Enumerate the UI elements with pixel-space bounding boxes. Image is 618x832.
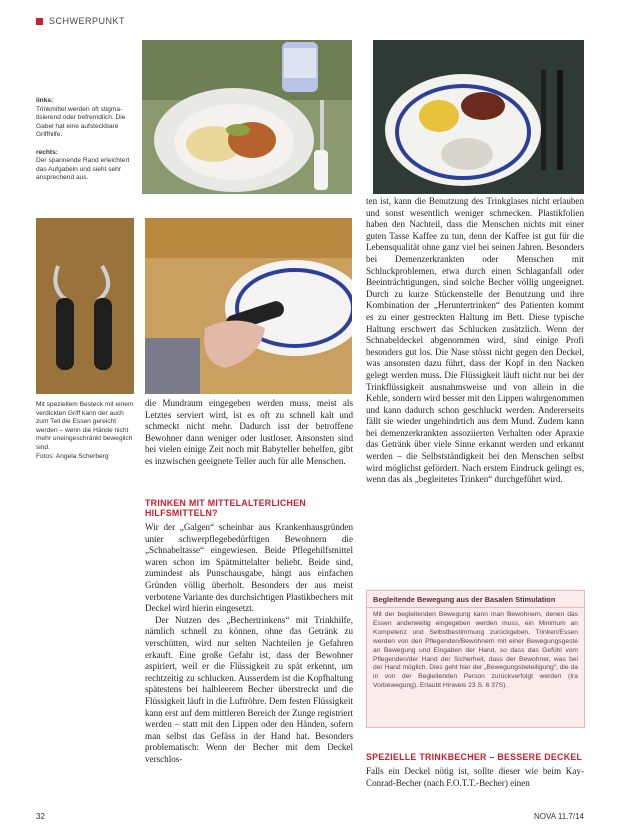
caption-left-text: Trinkmittel werden oft stigma-tisierend oder befremdlich. Die Gabel hat eine aufsteckbare Griffhilfe. [36,105,126,139]
photo-cutlery-grips [36,218,134,394]
section-trinken-heading: TRINKEN MIT MITTELALTERLICHEN HILFSMITTELN? [145,498,306,518]
section-trinken [145,498,353,518]
caption-label-right: rechts: [36,148,58,156]
caption-label-left: links: [36,97,54,104]
section-marker-icon [36,18,43,25]
middle-paragraph: die Mundraum eingegeben werden muss, meist als Letztes serviert wird, ist es oft zu schnell kalt und schmeckt nicht mehr. Dadurch isst der betroffene Bewohner dann weniger oder lustloser. Ansonsten sind bei vielen einige Zeit noch mit Babyteller behelfen, gibt es inzwischen geeignete Teller auch für alle Menschen. [145,398,353,466]
caption-top [36,97,136,183]
info-box-title: Begleitende Bewegung aus der Basalen Stimulation [367,591,584,608]
caption-cutlery-text: Mit speziellem Besteck mit einem verdickten Griff kann der auch zum Teil die Essen gereicht werden – wenn die Hände nicht mehr uneingeschränkt beweglich sind. [36,401,134,451]
info-box-body: Mit der begleitenden Bewegung kann man Bewohnern, denen das Essen anderweitig eingegeben werden muss, ein Minimum an Kompetenz und Selbstbestimmung zurückgeben. Trinken/Essen werden von den Pflegenden/Bewohnern mit einer Bewegungsgeste an Bewegung und Eingaben der Hand, so dass das Gefühl vom Pflegenden/der Hand der Sicherheit, dass der Bewohner, was bei der Hand möglich. Dies geht hier der „Bewegungsbeteiligung“, die da in von der Begleitenden Person zurückverfolgt werden (Ira Vorbewegung). Erlaubt Hinweis 23 S. 6 37S). [373,611,578,690]
caption-mid [36,401,136,461]
page-number: 32 [36,812,45,821]
journal-issue: NOVA 11.7/14 [534,812,584,821]
middle-column-text [145,398,353,492]
section-header [36,14,125,28]
section-trinken-p1: Wir der „Galgen“ scheinbar aus Krankenhausgründen unter schwerpflegebedürftigen Bewohnern die „Schnabeltasse“ eingewiesen. Beide Pflegehilfsmittel waren schon im Spätmittelalter beliebt. Beide sind, zumindest als Punschausgabe, hängt aus einfachen Gründen völlig überholt. Besonders der aus meist verbotene Variante des durchsichtigen Plastikbechers mit Deckel wird hierin eingesetzt. [145,522,353,614]
section-trinkbecher [366,752,584,762]
section-title: SCHWERPUNKT [49,16,126,26]
right-column-text [366,196,584,591]
section-trinken-body [145,522,353,812]
photo-plate-blue-rim [373,40,584,194]
info-box [366,590,585,728]
section-trinkbecher-heading: SPEZIELLE TRINKBECHER – BESSERE DECKEL [366,752,583,762]
section-trinkbecher-body [366,766,584,812]
section-trinkbecher-p1: Falls ein Deckel nötig ist, sollte dieser wie beim Kay-Conrad-Becher (nach F.O.T.T.-Becher) einen [366,766,584,788]
section-trinken-p2: Der Nutzen des „Bechertrinkens“ mit Trinkhilfe, nämlich schnell zu können, ohne das Getränk zu verschütten, wird nur selten Nachteilen je Gefahren erkauft. Eine große Gefahr ist, dass der Bewohner aspiriert, weil er die Flüssigkeit zu spät erkennt, um rechtzeitig zu schlucken. Ausserdem ist die Kopfhaltung spätestens bei halbleerem Becher überstreckt und die Flüssigkeit läuft in die Luftröhre. Dem festen Flüssigkeit kann erst auf dem mittleren Bereich der Zunge registriert werden – statt mit den Lippen oder den Händen, sofern man selbst das Gefäss in der Hand hat. Besonders problematisch: Wenn der Becher mit dem Deckel verschlos- [145,614,353,764]
photo-credit: Fotos: Angela Scherberg [36,452,109,460]
photo-plate-puree [142,40,352,194]
right-column-paragraph: ten ist, kann die Benutzung des Trinkglases nicht erlauben und sonst wesentlich weniger schmecken. Plastikfolien haben den Nachteil, dass die Menschen nichts mit einer guten Tasse Kaffee zu tun, denn der Kaffee ist gut für die Lebensqualität ohne ganz viel bei seinen Jahren. Besonders bei Demenzerkrankten oder Menschen mit Schluckproblemen, etwa durch einen Schlaganfall oder Beeinträchtigungen, sind solche Becher völlig ungeeignet. Durch zu kurze Stückenstelle der Benutzung und ihre Kombination der „Heruntertrinken“ des Patienten kommt es zu einer gestreckten Haltung im Bett. Diese typische Haltung erschwert das Schlucken zusätzlich. Wenn der Schnabeldeckel abgenommen wird, sind einige Profi besonders gut los. Die Nase stösst nicht gegen den Deckel, was ansonsten dazu führt, dass der Kopf in den Nacken gelegt werden muss. Die Flüssigkeit läuft nicht nur bei der Trinkflüssigkeit ausnahmsweise und von allein in die Kehle, sondern wird besser mit den Lippen wahrgenommen und kann dadurch schon geschluckt werden. Andererseits fällt sie wieder ungehindrtich aus dem Mund. Zudem kann bei demenzerkrankten assoziierten Verhalten oder Apraxie das Getränk über viele Sinne erkannt werden und erkannt werden – die Selbstständigkeit bei den Menschen selbst wird möglichst gefördert. Nach erstem Eindruck gelingt es, wenn das als „begleitetes Trinken“ durchgeführt wird. [366,196,584,485]
caption-right-text: Der spannende Rand erleichtert das Aufgabeln und sieht sehr ansprechend aus. [36,157,130,182]
photo-hand-cutlery [145,218,352,394]
